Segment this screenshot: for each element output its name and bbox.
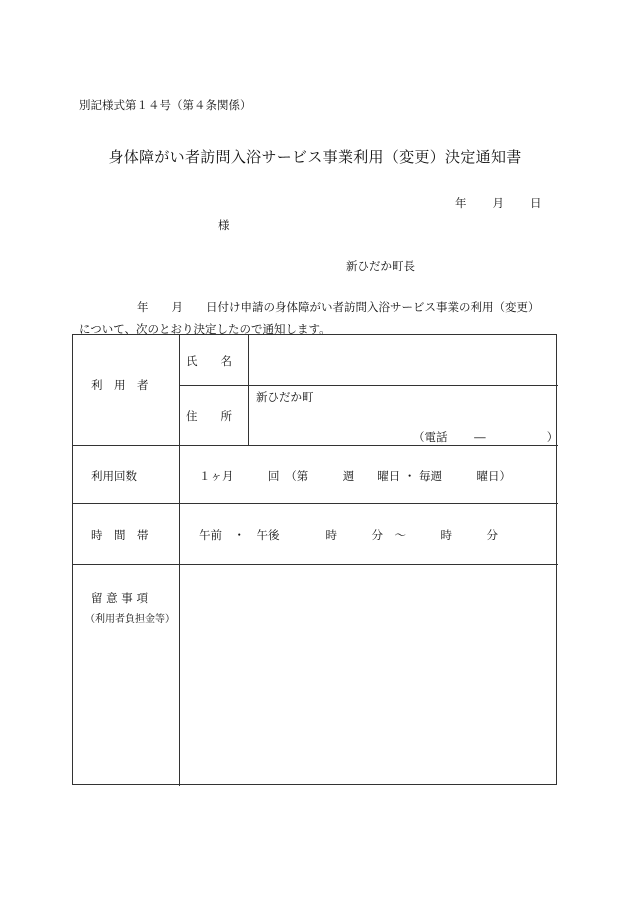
notes-sublabel: （利用者負担金等）	[85, 614, 175, 625]
user-label: 利 用 者	[91, 378, 149, 392]
date-month: 月	[492, 196, 504, 210]
date-year: 年	[455, 196, 467, 210]
issuer-name: 新ひだか町長	[346, 259, 415, 273]
form-number: 別記様式第１４号（第４条関係）	[79, 98, 252, 112]
decision-table	[72, 334, 557, 785]
name-label: 氏 名	[186, 354, 232, 368]
phone-field: （電話 ― ）	[413, 430, 559, 444]
table-line-name-address	[179, 385, 558, 386]
notice-body-line2: について、次のとおり決定したので通知します。	[79, 322, 331, 336]
address-town: 新ひだか町	[256, 390, 314, 404]
frequency-label: 利用回数	[91, 469, 137, 483]
notice-body-line1: 年 月 日付け申請の身体障がい者訪問入浴サービス事業の利用（変更）	[137, 300, 540, 314]
addressee-suffix: 様	[218, 218, 230, 232]
table-line-frequency-end	[73, 503, 558, 504]
date-line	[455, 195, 542, 211]
address-label: 住 所	[186, 409, 232, 423]
date-day: 日	[530, 196, 542, 210]
table-line-label-column	[179, 335, 180, 786]
notes-label: 留 意 事 項	[91, 591, 148, 605]
table-line-user-end	[73, 445, 558, 446]
table-line-time-end	[73, 564, 558, 565]
time-label: 時 間 帯	[91, 528, 149, 542]
document-title: 身体障がい者訪問入浴サービス事業利用（変更）決定通知書	[108, 148, 522, 166]
frequency-value: １ヶ月 回 （第 週 曜日 ・ 毎週 曜日）	[199, 469, 512, 483]
table-line-sublabel-column	[248, 335, 249, 445]
time-value: 午前 ・ 午後 時 分 ～ 時 分	[199, 528, 498, 542]
